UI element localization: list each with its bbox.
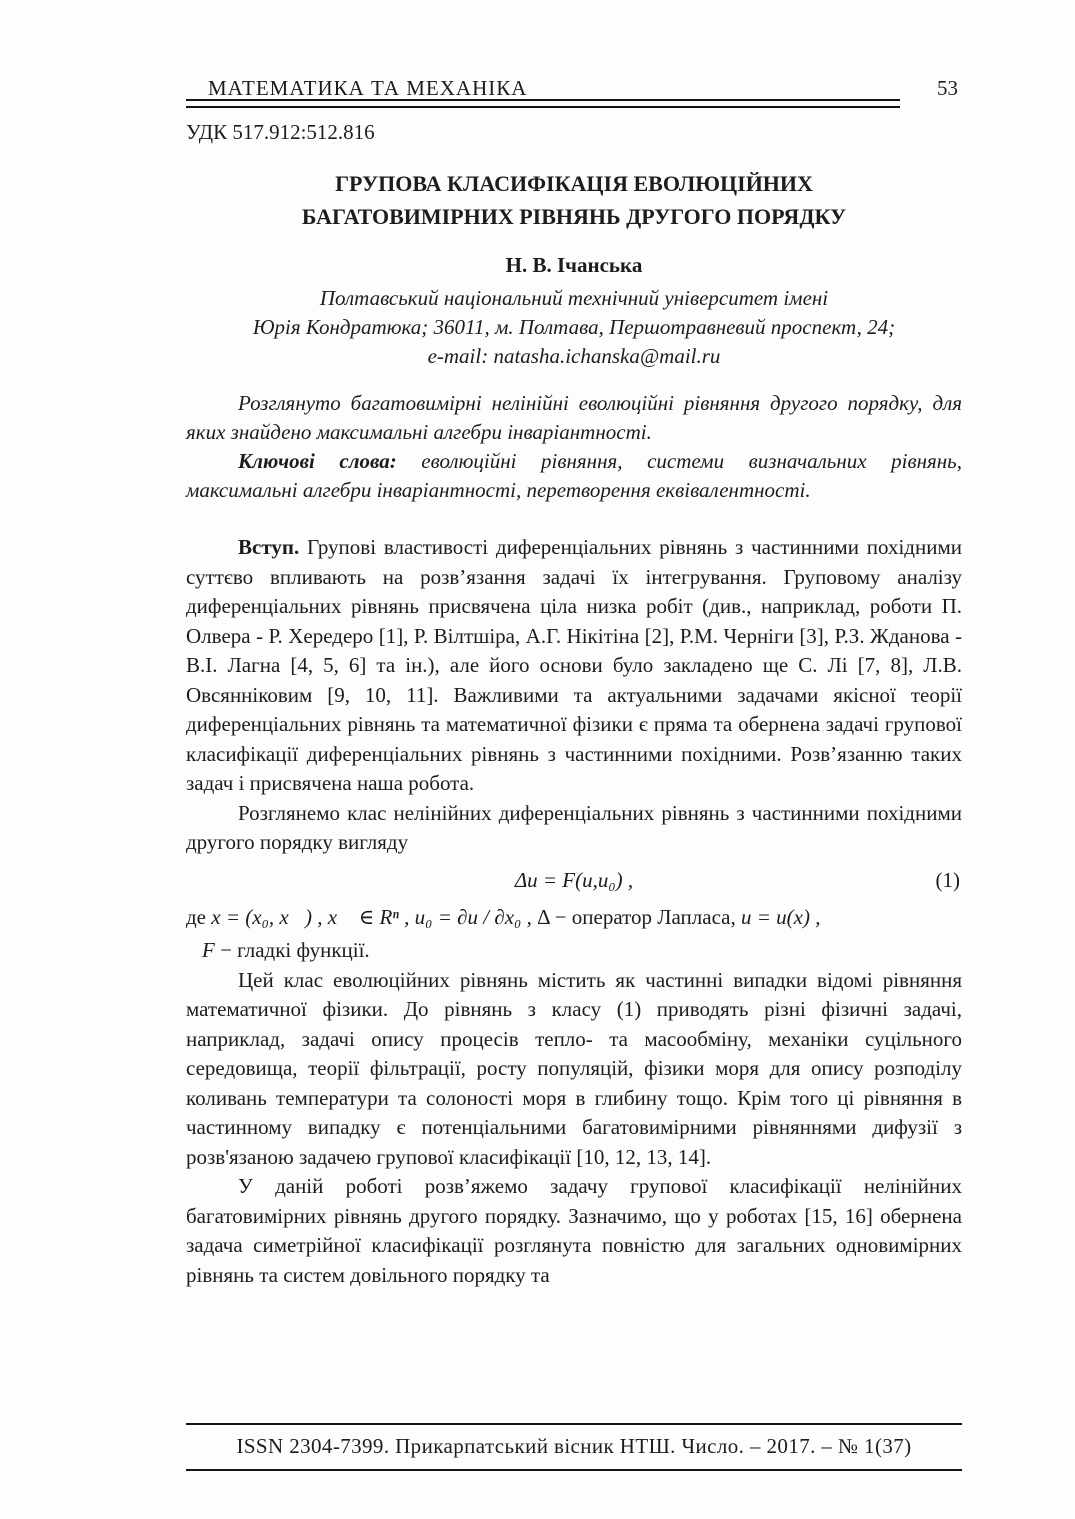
- paragraph-introduction: [186, 533, 962, 799]
- page-footer: [186, 1423, 962, 1471]
- intro-label: Вступ.: [238, 535, 300, 559]
- keywords-paragraph: [186, 447, 962, 505]
- equation-1: [186, 863, 962, 897]
- paragraph-3: Цей клас еволюційних рівнянь містить як частинні випадки відомі рівняння математичної фізики. До рівнянь з класу (1) приводять різні фізичні задачі, наприклад, задачі опису процесів тепло- та масообміну, механіки суцільного середовища, теорії фільтрації, росту популяцій, фізики моря для опису розподілу коливань температури та солоності моря в глибину тощо. Крім того ці рівняння в частинному випадку є потенціальними багатовимірними рівняннями дифузії з розв'язаною задачею групової класифікації [10, 12, 13, 14].: [186, 967, 962, 1169]
- article-title-line2: БАГАТОВИМІРНИХ РІВНЯНЬ ДРУГОГО ПОРЯДКУ: [301, 204, 847, 229]
- equation-number: (1): [935, 867, 960, 892]
- f-symbol: F: [202, 937, 215, 962]
- abstract-paragraph: Розглянуто багатовимірні нелінійні еволюційні рівняння другого порядку, для яких знайдено максимальні алгебри інваріантності.: [186, 391, 962, 444]
- where-seg3-math: u = u(x) ,: [741, 904, 821, 929]
- page-number: 53: [937, 76, 958, 100]
- issn-line: ISSN 2304-7399. Прикарпатський вісник НТШ. Число. – 2017. – № 1(37): [236, 1434, 912, 1458]
- running-header: [186, 72, 962, 108]
- affiliation-line2: Юрія Кондратюка; 36011, м. Полтава, Першотравневий проспект, 24;: [252, 315, 896, 339]
- f-clause-text: − гладкі функції.: [214, 937, 370, 962]
- affiliation-email: e-mail: natasha.ichanska@mail.ru: [427, 344, 721, 368]
- paragraph-4: У даній роботі розв’яжемо задачу групової класифікації нелінійних багатовимірних рівнянь другого порядку. Зазначимо, що у роботах [15, 16] обернена задача симетрійної класифікації розглянута повністю для загальних одновимірних рівнянь та систем довільного порядку та: [186, 1174, 962, 1287]
- affiliation: [186, 284, 962, 371]
- where-seg0: де: [186, 904, 212, 929]
- keywords-label: Ключові слова:: [238, 449, 397, 473]
- f-clause: [186, 935, 962, 966]
- paragraph-1-text: Групові властивості диференціальних рівнянь з частинними похідними суттєво впливають на розв’язання задачі їх інтегрування. Груповому аналізу диференціальних рівнянь присвячена ціла низка робіт (див., наприклад, роботи П. Олвера - Р. Хередеро [1], Р. Вілтшіра, А.Г. Нікітіна [2], Р.М. Черніги [3], Р.З. Жданова - В.І. Лагна [4, 5, 6] та ін.), але його основи було закладено ще С. Лі [7, 8], Л.В. Овсянніковим [9, 10, 11]. Важливими та актуальними задачами якісної теорії диференціальних рівнянь та математичної фізики є пряма та обернена задачі групової класифікації диференціальних рівнянь з частинними похідними. Розв’язанню таких задач і присвячена наша робота.: [186, 535, 962, 795]
- paragraph-2: Розглянемо клас нелінійних диференціальних рівнянь з частинними похідними другого порядку вигляду: [186, 800, 962, 854]
- footer-bottom-rule: [186, 1469, 962, 1471]
- where-clause: [186, 900, 962, 935]
- equation-body: Δu = F(u,u₀) ,: [514, 867, 634, 892]
- article-title-line1: ГРУПОВА КЛАСИФІКАЦІЯ ЕВОЛЮЦІЙНИХ: [335, 171, 813, 196]
- keywords-text: еволюційні рівняння, системи визначальних рівнянь, максимальні алгебри інваріантності, перетворення еквівалентності.: [186, 449, 962, 502]
- article-title: [186, 167, 962, 233]
- affiliation-line1: Полтавський національний технічний університет імені: [319, 286, 829, 310]
- header-double-rule: [186, 99, 900, 108]
- where-seg1-math: x = (x₀, x⃗) , x⃗ ∈ Rⁿ , u₀ = ∂u / ∂x₀ ,: [211, 904, 538, 929]
- page-content: [186, 0, 962, 1290]
- author-name: Н. В. Ічанська: [505, 253, 643, 277]
- udc-code: УДК 517.912:512.816: [186, 120, 375, 144]
- section-heading: МАТЕМАТИКА ТА МЕХАНІКА: [208, 76, 528, 100]
- where-seg2: Δ − оператор Лапласа,: [537, 904, 741, 929]
